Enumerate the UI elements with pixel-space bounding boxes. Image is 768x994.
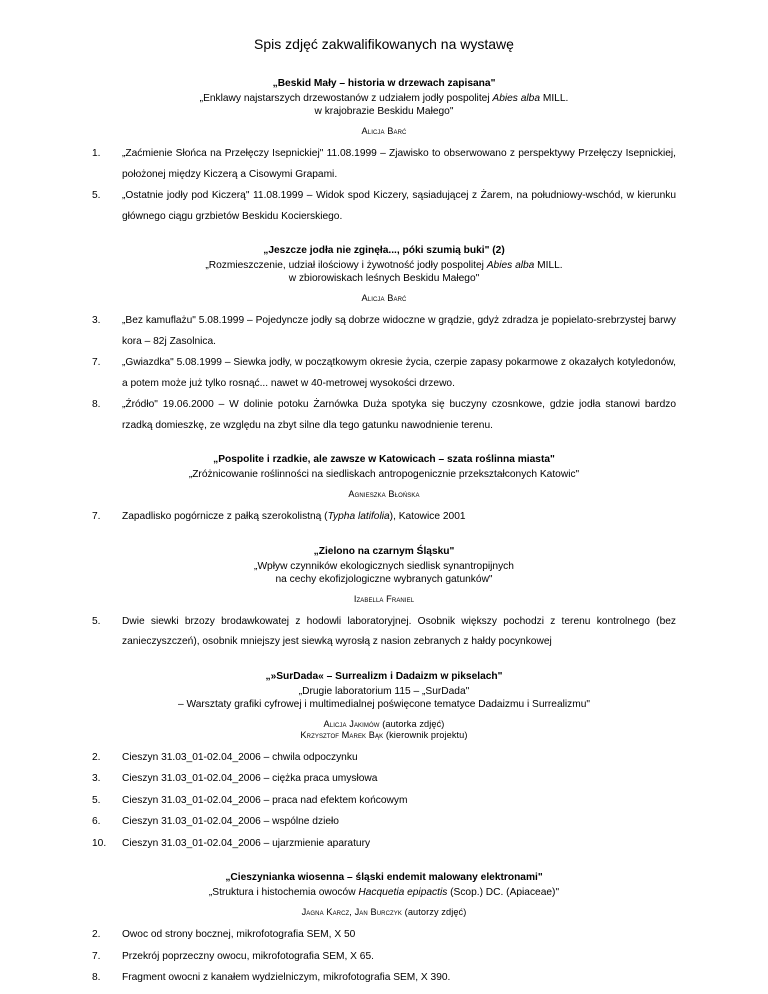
section-title: „Pospolite i rzadkie, ale zawsze w Katowicach – szata roślinna miasta" bbox=[213, 454, 555, 465]
page-title: Spis zdjęć zakwalifikowanych na wystawę bbox=[254, 36, 514, 52]
item-text: „Gwiazdka" 5.08.1999 – Siewka jodły, w początkowym okresie życia, czerpie zapasy pokarmowe z okazałych kotyledonów, a potem może już tylko rosnąć... nawet w 40-metrowej wysokości drzewo. bbox=[122, 357, 676, 389]
section-surdada bbox=[92, 671, 676, 855]
item-text: „Źródło" 19.06.2000 – W dolinie potoku Żarnówka Duża spotyka się buczyny czosnkowe, gdzie jodła stanowi bardzo rzadką domieszkę, ze względu na zbyt silne dla tego gatunku nawodnienie terenu. bbox=[122, 399, 676, 431]
item-number: 3. bbox=[92, 773, 101, 784]
latin-name: Abies alba bbox=[492, 93, 540, 104]
item-text: Cieszyn 31.03_01-02.04_2006 – praca nad efektem końcowym bbox=[122, 794, 408, 806]
item-number: 2. bbox=[92, 929, 101, 940]
item-text: „Bez kamuflażu" 5.08.1999 – Pojedyncze jodły są dobrze widoczne w grądzie, gdyż zdradza je popielato-srebrzystej barwy kora – 82j Zasolnica. bbox=[122, 315, 676, 347]
latin-name: Hacquetia epipactis bbox=[358, 887, 448, 898]
item-text-part: ), Katowice 2001 bbox=[389, 511, 466, 522]
author-name: Jagna Karcz, Jan Burczyk bbox=[301, 907, 402, 917]
subtitle-text: w zbiorowiskach leśnych Beskidu Małego" bbox=[288, 273, 480, 284]
item-text bbox=[122, 507, 676, 528]
item-number: 7. bbox=[92, 357, 101, 368]
section-subtitle bbox=[92, 685, 676, 711]
item-text: Dwie siewki brzozy brodawkowatej z hodowli laboratoryjnej. Osobnik większy pochodzi z terenu kontrolnego (bez zanieczyszczeń), osobnik mniejszy jest siewką wyrosłą z nasion zebranych z hałdy pocynkowej bbox=[122, 615, 676, 647]
section-subtitle bbox=[92, 886, 676, 899]
subtitle-text: MILL. bbox=[540, 93, 569, 104]
item-text: Owoc od strony bocznej, mikrofotografia SEM, X 50 bbox=[122, 929, 356, 940]
item-number: 3. bbox=[92, 315, 101, 326]
item-text: Cieszyn 31.03_01-02.04_2006 – ujarzmienie aparatury bbox=[122, 837, 371, 849]
section-katowice bbox=[92, 454, 676, 528]
list-item bbox=[92, 144, 676, 185]
item-number: 7. bbox=[92, 950, 101, 962]
item-number: 6. bbox=[92, 816, 101, 827]
author bbox=[92, 907, 676, 917]
section-jodla bbox=[92, 245, 676, 436]
list-item bbox=[92, 791, 676, 812]
item-number: 5. bbox=[92, 615, 101, 627]
author: Alicja Barć bbox=[361, 126, 407, 136]
subtitle-text: „Drugie laboratorium 115 – „SurDada" bbox=[298, 685, 470, 697]
list-item bbox=[92, 507, 676, 528]
subtitle-text: na cechy ekofizjologiczne wybranych gatunków" bbox=[275, 573, 493, 585]
author: Izabella Franiel bbox=[353, 593, 415, 604]
item-number: 5. bbox=[92, 794, 101, 806]
section-title: „Zielono na czarnym Śląsku" bbox=[313, 545, 455, 557]
list-item bbox=[92, 748, 676, 769]
list-item bbox=[92, 395, 676, 436]
section-title: „Cieszynianka wiosenna – śląski endemit malowany elektronami" bbox=[225, 872, 543, 883]
section-subtitle: „Zróżnicowanie roślinności na siedliskach antropogenicznie przekształconych Katowic" bbox=[188, 469, 580, 480]
author-note: (kierownik projektu) bbox=[385, 729, 468, 740]
list-item bbox=[92, 925, 676, 946]
subtitle-text: – Warsztaty grafiki cyfrowej i multimedialnej poświęcone tematyce Dadaizmu i Surrealizmu" bbox=[177, 698, 591, 710]
item-number: 8. bbox=[92, 399, 101, 410]
list-item bbox=[92, 769, 676, 790]
subtitle-text: MILL. bbox=[534, 260, 563, 271]
list-item bbox=[92, 311, 676, 352]
author bbox=[92, 719, 676, 729]
item-number: 8. bbox=[92, 972, 101, 983]
subtitle-text: w krajobrazie Beskidu Małego" bbox=[314, 106, 454, 117]
author bbox=[92, 730, 676, 740]
section-subtitle bbox=[92, 92, 676, 118]
subtitle-text: „Rozmieszczenie, udział ilościowy i żywotność jodły pospolitej bbox=[205, 260, 487, 271]
author-name: Krzysztof Marek Bąk bbox=[300, 729, 384, 740]
item-number: 2. bbox=[92, 751, 101, 763]
section-title: „Jeszcze jodła nie zginęła..., póki szumią buki" (2) bbox=[263, 245, 505, 256]
item-number: 7. bbox=[92, 511, 101, 522]
item-text: Cieszyn 31.03_01-02.04_2006 – wspólne dzieło bbox=[122, 816, 339, 827]
subtitle-text: „Struktura i histochemia owoców bbox=[208, 887, 359, 898]
item-text: „Zaćmienie Słońca na Przełęczy Isepnickiej" 11.08.1999 – Zjawisko to obserwowano z perspektywy Przełęczy Isepnickiej, położonej między Kiczerą a Cisowymi Grapami. bbox=[122, 148, 676, 180]
section-zielono bbox=[92, 546, 676, 653]
author-note: (autorka zdjęć) bbox=[382, 718, 445, 729]
item-text: „Ostatnie jodły pod Kiczerą" 11.08.1999 – Widok spod Kiczery, sąsiadującej z Żarem, na południowy-wschód, w kierunku głównego ciągu grzbietów Beskidu Kocierskiego. bbox=[122, 190, 676, 222]
subtitle-text: „Enklawy najstarszych drzewostanów z udziałem jodły pospolitej bbox=[199, 93, 493, 104]
item-text: Cieszyn 31.03_01-02.04_2006 – chwila odpoczynku bbox=[122, 751, 358, 763]
list-item bbox=[92, 812, 676, 833]
section-subtitle bbox=[92, 259, 676, 285]
section-beskid-maly bbox=[92, 78, 676, 227]
subtitle-text: „Wpływ czynników ekologicznych siedlisk synantropijnych bbox=[254, 560, 514, 572]
author: Alicja Barć bbox=[361, 293, 407, 303]
list-item bbox=[92, 186, 676, 227]
section-title: „Beskid Mały – historia w drzewach zapisana" bbox=[272, 78, 496, 89]
item-text: Przekrój poprzeczny owocu, mikrofotografia SEM, X 65. bbox=[122, 950, 374, 962]
author-note: (autorzy zdjęć) bbox=[404, 907, 467, 917]
list-item bbox=[92, 353, 676, 394]
author-name: Alicja Jakimów bbox=[323, 718, 380, 729]
list-item bbox=[92, 968, 676, 989]
item-number: 10. bbox=[92, 837, 107, 849]
latin-name: Typha latifolia bbox=[327, 511, 390, 522]
item-text: Fragment owocni z kanałem wydzielniczym, mikrofotografia SEM, X 390. bbox=[122, 972, 451, 983]
section-subtitle bbox=[92, 560, 676, 586]
author: Agnieszka Błońska bbox=[348, 489, 420, 499]
item-number: 5. bbox=[92, 190, 101, 201]
item-text-part: Zapadlisko pogórnicze z pałką szerokolistną ( bbox=[122, 511, 328, 522]
section-title: „»SurDada« – Surrealizm i Dadaizm w pikselach" bbox=[265, 670, 503, 682]
section-cieszynianka bbox=[92, 872, 676, 989]
list-item bbox=[92, 947, 676, 968]
list-item bbox=[92, 612, 676, 653]
item-text: Cieszyn 31.03_01-02.04_2006 – ciężka praca umysłowa bbox=[122, 773, 378, 784]
list-item bbox=[92, 834, 676, 855]
latin-name: Abies alba bbox=[486, 260, 535, 271]
item-number: 1. bbox=[92, 148, 101, 159]
subtitle-text: (Scop.) DC. (Apiaceae)" bbox=[447, 887, 560, 898]
